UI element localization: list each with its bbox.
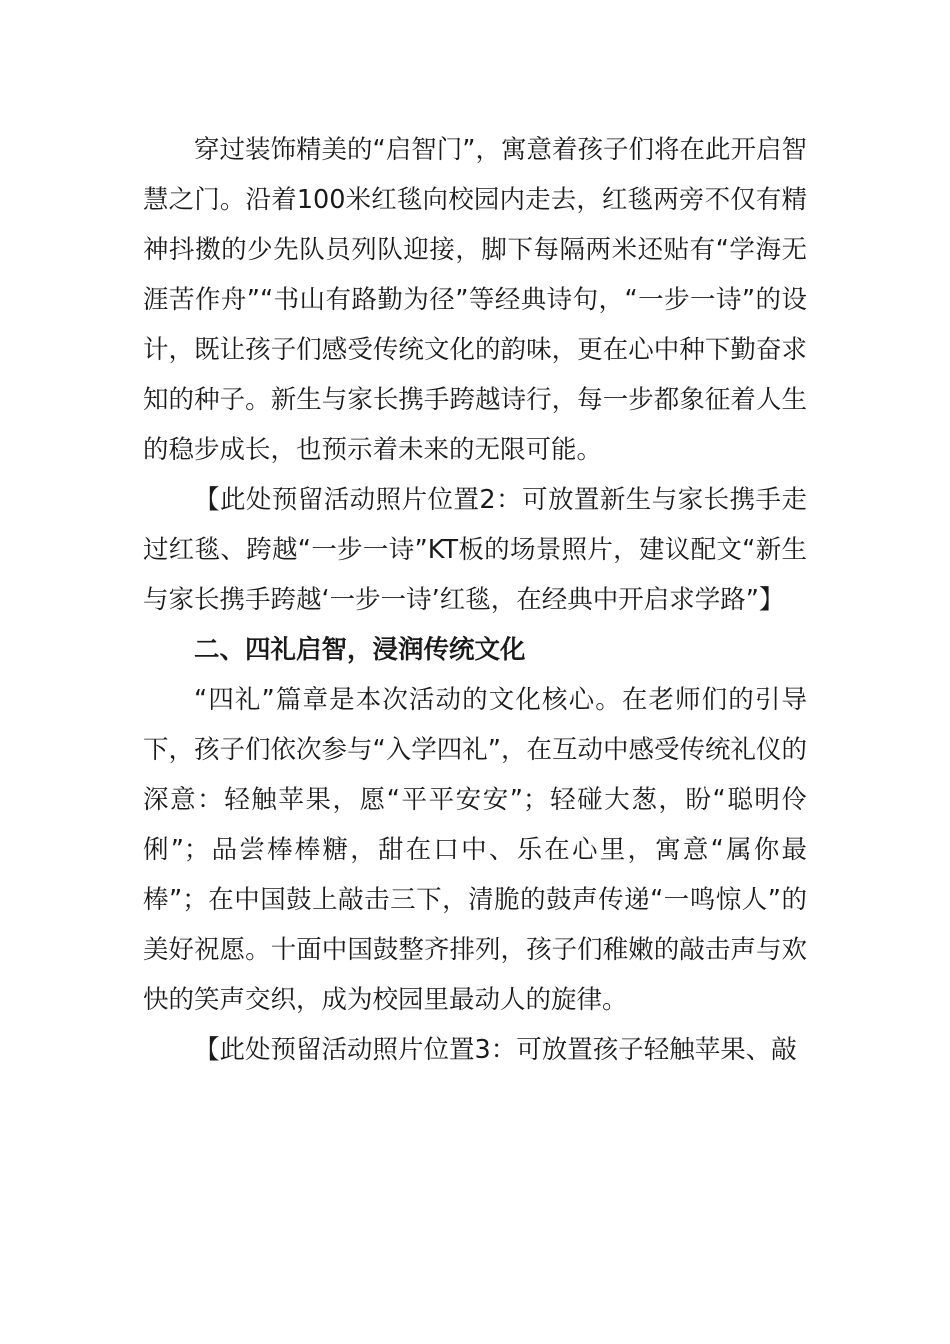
paragraph-red-carpet: 穿过装饰精美的“启智门”，寓意着孩子们将在此开启智慧之门。沿着100米红毯向校园内走去，红毯两旁不仅有精神抖擞的少先队员列队迎接，脚下每隔两米还贴有“学海无涯苦作舟”“书山有路勤为径”等经典诗句，“一步一诗”的设计，既让孩子们感受传统文化的韵味，更在心中种下勤奋求知的种子。新生与家长携手跨越诗行，每一步都象征着人生的稳步成长，也预示着未来的无限可能。 [143,135,807,465]
photo-placeholder-2: 【此处预留活动照片位置2：可放置新生与家长携手走过红毯、跨越“一步一诗”KT板的场景照片，建议配文“新生与家长携手跨越‘一步一诗’红毯，在经典中开启求学路”】 [143,485,807,615]
document-body [143,125,807,1075]
paragraph-four-rites: “四礼”篇章是本次活动的文化核心。在老师们的引导下，孩子们依次参与“入学四礼”，在互动中感受传统礼仪的深意：轻触苹果，愿“平平安安”；轻碰大葱，盼“聪明伶俐”；品尝棒棒糖，甜在口中、乐在心里，寓意“属你最棒”；在中国鼓上敲击三下，清脆的鼓声传递“一鸣惊人”的美好祝愿。十面中国鼓整齐排列，孩子们稚嫩的敲击声与欢快的笑声交织，成为校园里最动人的旋律。 [143,685,807,1015]
section-heading-four-rites: 二、四礼启智，浸润传统文化 [194,635,526,665]
photo-placeholder-3: 【此处预留活动照片位置3：可放置孩子轻触苹果、敲 [194,1035,797,1065]
